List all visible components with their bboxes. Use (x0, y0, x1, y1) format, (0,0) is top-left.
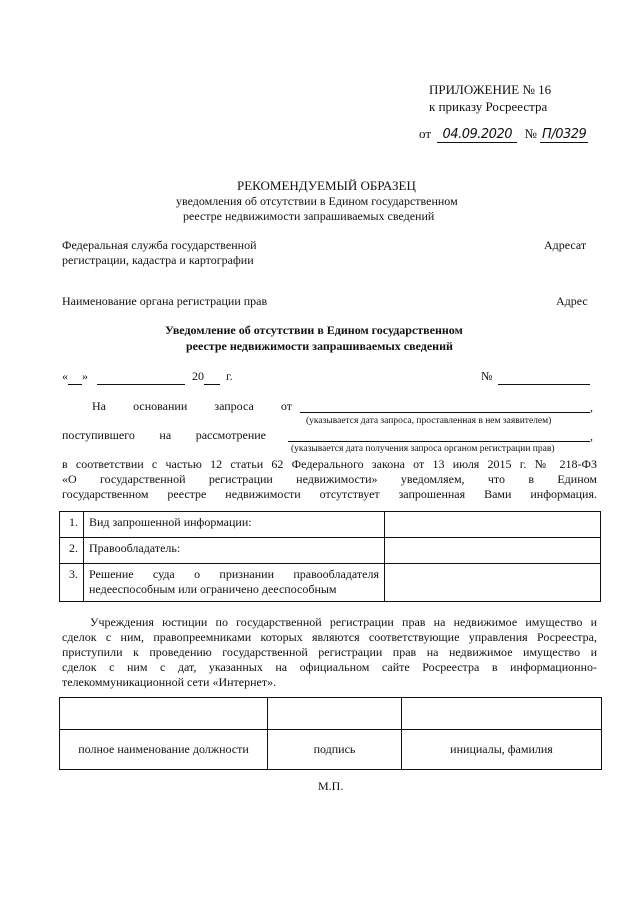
notice-number-blank (498, 369, 590, 385)
body-line-2: «О государственной регистрации недвижимости» уведомляем, что в Едином (62, 472, 597, 486)
table-row (60, 512, 601, 538)
received-word: рассмотрение (195, 428, 266, 442)
received-words (62, 428, 266, 443)
year-blank (204, 369, 220, 385)
stamp-place: М.П. (318, 779, 344, 793)
paragraph-line-4: сделок с ним с дат, указанных на официальном сайте Росреестра в информационно- (62, 660, 597, 674)
table-row (60, 698, 602, 730)
day-blank (68, 369, 82, 385)
received-blank (288, 429, 590, 442)
position-cell (60, 698, 268, 730)
request-word: На (92, 399, 106, 413)
body-line-1: в соответствии с частью 12 статьи 62 Федерального закона от 13 июля 2015 г. № 218-ФЗ (62, 457, 597, 471)
appendix-date-line (419, 126, 588, 143)
notice-title-line-2: реестре недвижимости запрашиваемых сведений (186, 339, 453, 353)
sender-line-2: регистрации, кадастра и картографии (62, 253, 254, 267)
row-number: 1. (60, 512, 84, 538)
paragraph-line-2: сделок с ним, правопреемниками которых являются соответствующие управления Росреестра, (62, 630, 597, 644)
table-row (60, 730, 602, 770)
table-row (60, 538, 601, 564)
addressee-label: Адресат (544, 238, 587, 252)
received-comma: , (590, 429, 593, 443)
table-row (60, 564, 601, 602)
request-blank (300, 400, 590, 413)
request-word: основании (133, 399, 188, 413)
paragraph-line-3: приступили к проведению государственной регистрации прав на недвижимое имущество и (62, 645, 597, 659)
close-quote: » (82, 369, 88, 383)
appendix-title: ПРИЛОЖЕНИЕ № 16 (429, 82, 552, 97)
row-label: Вид запрошенной информации: (84, 512, 385, 538)
request-word: от (280, 399, 292, 413)
sender-line-1: Федеральная служба государственной (62, 238, 257, 252)
info-table (59, 511, 601, 602)
notice-number-line (481, 369, 590, 385)
notice-title-line-1: Уведомление об отсутствии в Едином государственном (165, 323, 463, 337)
row-label-line-2: недееспособным или ограничено дееспособным (89, 582, 337, 596)
signature-label: подпись (268, 730, 402, 770)
year-prefix: 20 (192, 369, 204, 383)
appendix-date-value: 04.09.2020 (437, 127, 517, 143)
appendix-subtitle: к приказу Росреестра (429, 99, 548, 114)
date-prefix: от (419, 126, 432, 141)
received-hint: (указывается дата получения запроса органом регистрации прав) (291, 444, 555, 454)
name-label: инициалы, фамилия (402, 730, 602, 770)
body-line-3: государственном реестре недвижимости отсутствует запрошенная Вами информация. (62, 487, 597, 501)
signature-cell (268, 698, 402, 730)
request-hint: (указывается дата запроса, проставленная в нем заявителем) (306, 416, 552, 426)
row-label-line-1: Решение суда о признании правообладателя (89, 567, 379, 581)
number-prefix: № (524, 126, 537, 141)
sample-line-1: уведомления об отсутствии в Едином государственном (176, 194, 458, 208)
signature-table (59, 697, 602, 770)
row-number: 3. (60, 564, 84, 602)
name-cell (402, 698, 602, 730)
paragraph-line-1: Учреждения юстиции по государственной регистрации прав на недвижимое имущество и (90, 615, 597, 629)
row-value (385, 538, 601, 564)
received-word: поступившего (62, 428, 135, 442)
sample-line-2: реестре недвижимости запрашиваемых сведений (183, 209, 435, 223)
appendix-number-value: П/0329 (542, 127, 587, 142)
row-value (385, 564, 601, 602)
received-word: на (159, 428, 172, 442)
row-label (84, 564, 385, 602)
year-suffix: г. (226, 369, 233, 383)
notice-date-line (62, 369, 233, 385)
request-words (92, 399, 292, 414)
month-blank (97, 369, 185, 385)
number-sign: № (481, 369, 493, 383)
open-quote: « (62, 369, 68, 383)
paragraph-line-5: телекоммуникационной сети «Интернет». (62, 675, 277, 689)
row-number: 2. (60, 538, 84, 564)
sample-heading: РЕКОМЕНДУЕМЫЙ ОБРАЗЕЦ (237, 178, 416, 193)
registration-body-label: Наименование органа регистрации прав (62, 294, 268, 308)
address-label: Адрес (556, 294, 588, 308)
row-value (385, 512, 601, 538)
position-label: полное наименование должности (60, 730, 268, 770)
row-label: Правообладатель: (84, 538, 385, 564)
request-comma: , (590, 400, 593, 414)
request-word: запроса (214, 399, 254, 413)
